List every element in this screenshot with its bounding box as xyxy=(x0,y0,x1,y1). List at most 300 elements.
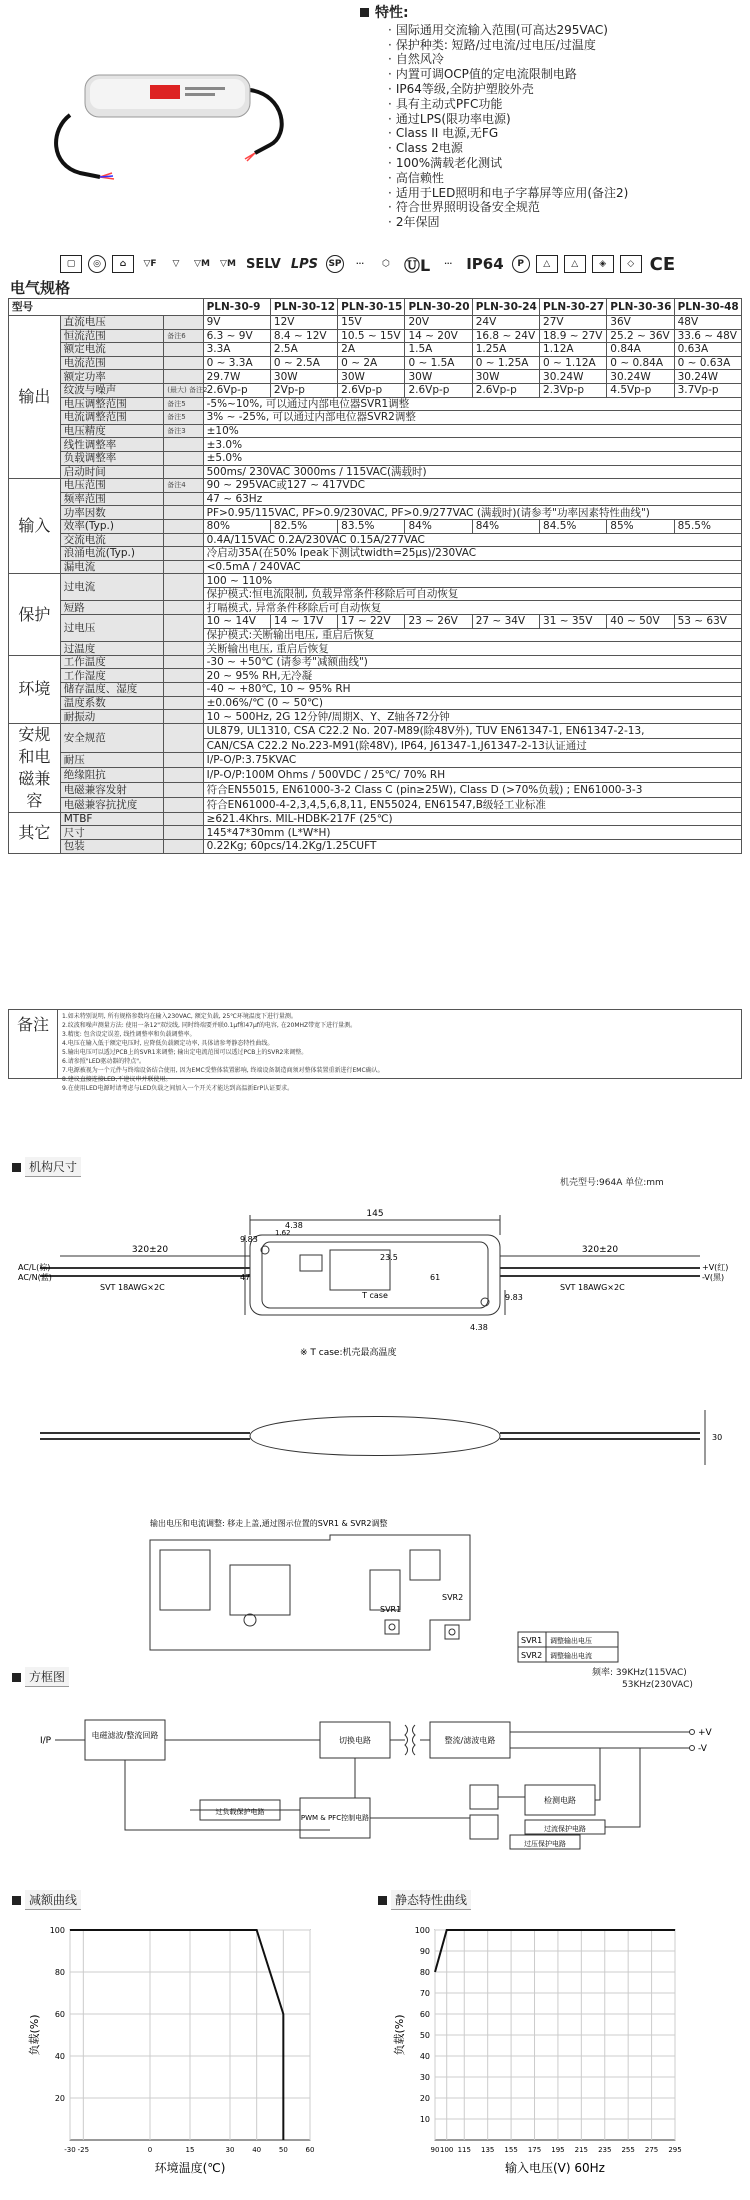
y-tick-label: 80 xyxy=(419,1968,430,1977)
spec-value: 16.8 ~ 24V xyxy=(472,329,539,343)
spec-item-label: 电压调整范围 xyxy=(60,397,164,411)
case-number: 机壳型号:964A 单位:mm xyxy=(560,1178,664,1188)
svr-table-r1c2: 调整输出电压 xyxy=(550,1637,592,1645)
spec-item-note xyxy=(164,547,203,561)
spec-value: 0.63A xyxy=(674,343,741,357)
class2-cert-icon: ▢ xyxy=(60,255,82,273)
spec-category: 安规和电磁兼容 xyxy=(9,723,61,812)
spec-row xyxy=(9,753,742,768)
spec-value: 2.6Vp-p xyxy=(472,383,539,397)
ip64-cert-label: IP64 xyxy=(466,255,504,273)
x-tick-label: 50 xyxy=(278,2146,288,2154)
x-tick-label: 115 xyxy=(457,2146,471,2154)
spec-value: 20 ~ 95% RH,无冷凝 xyxy=(203,669,741,683)
lps-cert-label: LPS xyxy=(290,256,318,272)
feature-item: · 符合世界照明设备安全规范 xyxy=(388,200,740,215)
spec-value: 9V xyxy=(203,316,270,330)
spec-item-note xyxy=(164,683,203,697)
spec-value: 80% xyxy=(203,519,270,533)
x-tick-label: 90 xyxy=(430,2146,440,2154)
y-tick-label: 30 xyxy=(419,2073,430,2082)
x-tick-label: 255 xyxy=(621,2146,635,2154)
spec-value: 0 ~ 3.3A xyxy=(203,356,270,370)
detect-block: 检测电路 xyxy=(544,1796,576,1805)
ip-label: I/P xyxy=(40,1736,52,1746)
spec-value: 18.9 ~ 27V xyxy=(540,329,607,343)
spec-item-label: 安全规范 xyxy=(60,723,164,753)
feature-item: · 适用于LED照明和电子字幕屏等应用(备注2) xyxy=(388,186,740,201)
model-name: PLN-30-24 xyxy=(472,299,539,316)
spec-value: UL879, UL1310, CSA C22.2 No. 207-M89(除48V外), TUV EN61347-1, EN61347-2-13, xyxy=(203,723,741,738)
ul-cert-icon: ⓊL xyxy=(404,255,431,275)
block-diagram xyxy=(0,1690,750,1850)
spec-row xyxy=(9,356,742,370)
y-tick-label: 50 xyxy=(419,2031,430,2040)
tuv-cert-icon: ⬡ xyxy=(382,259,390,269)
spec-item-label: 电流调整范围 xyxy=(60,411,164,425)
spec-value: 47 ~ 63Hz xyxy=(203,492,741,506)
spec-item-note xyxy=(164,723,203,753)
svt-right: SVT 18AWG×2C xyxy=(560,1283,625,1292)
svt-left: SVT 18AWG×2C xyxy=(100,1283,165,1292)
spec-item-label: MTBF xyxy=(60,812,164,826)
spec-item-note xyxy=(164,797,203,812)
spec-value: 20V xyxy=(405,316,472,330)
spec-row xyxy=(9,601,742,615)
freq-115: 频率: 39KHz(115VAC) xyxy=(592,1668,687,1678)
spec-value: 4.5Vp-p xyxy=(607,383,674,397)
ttt-cert-icon: ◈ xyxy=(592,255,614,273)
freq-230: 53KHz(230VAC) xyxy=(622,1680,693,1690)
spec-row xyxy=(9,840,742,854)
spec-item-label: 额定电流 xyxy=(60,343,164,357)
spec-item-label: 尺寸 xyxy=(60,826,164,840)
bullet-square-icon xyxy=(378,1896,387,1905)
cert-small-text-icon: ··· xyxy=(356,260,364,268)
spec-value: PF>0.95/115VAC, PF>0.9/230VAC, PF>0.9/277VAC (满载时)(请参考"功率因素特性曲线") xyxy=(203,506,741,520)
spec-item-note xyxy=(164,601,203,615)
spec-value: 25.2 ~ 36V xyxy=(607,329,674,343)
features-heading: 特性: xyxy=(375,5,409,21)
spec-item-note xyxy=(164,783,203,798)
spec-value: ±0.06%/℃ (0 ~ 50℃) xyxy=(203,696,741,710)
spec-value: 符合EN55015, EN61000-3-2 Class C (pin≥25W), Class D (>70%负载) ; EN61000-3-3 xyxy=(203,783,741,798)
spec-value: 14 ~ 17V xyxy=(270,615,337,629)
indoor-cert-icon: ⌂ xyxy=(112,255,134,273)
spec-row xyxy=(9,642,742,656)
y-tick-label: 10 xyxy=(419,2115,430,2124)
feature-item: · 国际通用交流输入范围(可高达295VAC) xyxy=(388,23,740,38)
spec-value: ±5.0% xyxy=(203,451,741,465)
spec-value: 0 ~ 2.5A xyxy=(270,356,337,370)
spec-item-note xyxy=(164,343,203,357)
spec-category: 输出 xyxy=(9,316,61,479)
spec-value: 2.6Vp-p xyxy=(203,383,270,397)
spec-value: 0 ~ 1.12A xyxy=(540,356,607,370)
spec-value: 2Vp-p xyxy=(270,383,337,397)
spec-item-label: 线性调整率 xyxy=(60,438,164,452)
spec-value: 0.22Kg; 60pcs/14.2Kg/1.25CUFT xyxy=(203,840,741,854)
spec-item-label: 过电流 xyxy=(60,574,164,601)
spec-item-note: 备注5 xyxy=(164,397,203,411)
bullet-square-icon xyxy=(12,1163,21,1172)
spec-item-label: 功率因数 xyxy=(60,506,164,520)
series-line xyxy=(70,1930,283,2140)
spec-item-label: 短路 xyxy=(60,601,164,615)
spec-value: 29.7W xyxy=(203,370,270,384)
ul-text-icon: ··· xyxy=(444,260,453,268)
spec-value: 40 ~ 50V xyxy=(607,615,674,629)
spec-row xyxy=(9,768,742,783)
spec-value: <0.5mA / 240VAC xyxy=(203,560,741,574)
spec-value: 1.12A xyxy=(540,343,607,357)
psb-cert-icon: P xyxy=(512,255,530,273)
spec-item-note xyxy=(164,356,203,370)
block-section-label: 方框图 xyxy=(12,1667,69,1687)
spec-item-note xyxy=(164,316,203,330)
spec-item-label: 电磁兼容发射 xyxy=(60,783,164,798)
spec-row xyxy=(9,492,742,506)
spec-value: 3.3A xyxy=(203,343,270,357)
spec-value: 30W xyxy=(405,370,472,384)
spec-value: 2.5A xyxy=(270,343,337,357)
dim-235: 23.5 xyxy=(380,1253,398,1262)
spec-value: 15V xyxy=(338,316,405,330)
static-chart xyxy=(385,1915,715,2195)
spec-item-note: 备注3 xyxy=(164,424,203,438)
pwm-block: PWM & PFC控制电路 xyxy=(300,1814,370,1822)
spec-item-note xyxy=(164,370,203,384)
feature-item: · Class 2电源 xyxy=(388,141,740,156)
vplus-block: +V xyxy=(698,1728,712,1738)
svr-table-r1c1: SVR1 xyxy=(521,1636,543,1645)
static-section-label: 静态特性曲线 xyxy=(378,1890,471,1910)
x-tick-label: 0 xyxy=(147,2146,153,2154)
spec-category: 保护 xyxy=(9,574,61,656)
spec-value: I/P-O/P:3.75KVAC xyxy=(203,753,741,768)
spec-row xyxy=(9,696,742,710)
svr-table-r2c2: 调整输出电流 xyxy=(550,1652,592,1660)
spec-item-note xyxy=(164,615,203,642)
note-line: 4.电压在输入低于额定电压时, 应降低负载额定功率, 具体请参考静态特性曲线。 xyxy=(62,1040,274,1047)
csa-cert-icon: SP xyxy=(326,255,344,273)
notes-category: 备注 xyxy=(8,1009,58,1079)
spec-item-label: 额定功率 xyxy=(60,370,164,384)
spec-value: 30W xyxy=(270,370,337,384)
spec-row xyxy=(9,547,742,561)
dim-61: 61 xyxy=(430,1273,441,1282)
spec-item-note xyxy=(164,451,203,465)
spec-item-note xyxy=(164,696,203,710)
spec-value: 0 ~ 1.5A xyxy=(405,356,472,370)
model-name: PLN-30-12 xyxy=(270,299,337,316)
x-tick-label: 60 xyxy=(305,2146,315,2154)
spec-row xyxy=(9,574,742,588)
spec-value: 0 ~ 1.25A xyxy=(472,356,539,370)
spec-row xyxy=(9,723,742,738)
spec-row xyxy=(9,683,742,697)
note-line: 6.请参照"LED驱动器的特点"。 xyxy=(62,1058,145,1065)
spec-value: 33.6 ~ 48V xyxy=(674,329,741,343)
bullet-square-icon xyxy=(360,8,369,17)
y-axis-label: 负载(%) xyxy=(28,2014,41,2056)
x-axis-label: 环境温度(℃) xyxy=(154,2161,226,2175)
spec-item-note xyxy=(164,826,203,840)
vplus-label: +V(红) xyxy=(702,1263,729,1272)
spec-row xyxy=(9,560,742,574)
dim-320-right: 320±20 xyxy=(581,1245,619,1255)
y-tick-label: 60 xyxy=(54,2010,65,2019)
product-photo xyxy=(40,55,290,185)
spec-value: 0.84A xyxy=(607,343,674,357)
spec-category: 环境 xyxy=(9,655,61,723)
spec-value: 2.3Vp-p xyxy=(540,383,607,397)
spec-value: 冷启动35A(在50% Ipeak下测试twidth=25μs)/230VAC xyxy=(203,547,741,561)
spec-item-note: 备注5 xyxy=(164,411,203,425)
spec-item-label: 交流电流 xyxy=(60,533,164,547)
feature-item: · 100%满载老化测试 xyxy=(388,156,740,171)
spec-value: CAN/CSA C22.2 No.223-M91(除48V), IP64, J61347-1,J61347-2-13认证通过 xyxy=(203,738,741,753)
x-tick-label: 155 xyxy=(504,2146,518,2154)
svr1-label: SVR1 xyxy=(380,1605,402,1614)
feature-item: · 内置可调OCP值的定电流限制电路 xyxy=(388,67,740,82)
spec-value: -5%~10%, 可以通过内部电位器SVR1调整 xyxy=(203,397,741,411)
model-name: PLN-30-9 xyxy=(203,299,270,316)
spec-item-label: 电磁兼容抗扰度 xyxy=(60,797,164,812)
spec-item-label: 纹波与噪声 xyxy=(60,383,164,397)
spec-row xyxy=(9,533,742,547)
spec-item-note xyxy=(164,560,203,574)
spec-item-note xyxy=(164,710,203,724)
dim-47: 47 xyxy=(240,1273,251,1282)
ocp-block: 过负载保护电路 xyxy=(215,1808,265,1816)
mech-section-label: 机构尺寸 xyxy=(12,1157,81,1177)
model-name: PLN-30-48 xyxy=(674,299,741,316)
x-axis-label: 输入电压(V) 60Hz xyxy=(505,2161,605,2175)
note-line: 1.如未特别说明, 所有规格参数均在输入230VAC, 额定负载, 25℃环境温度下进行量测。 xyxy=(62,1013,297,1020)
spec-row xyxy=(9,411,742,425)
spec-value: 30W xyxy=(338,370,405,384)
ce-cert-icon: CE xyxy=(649,253,676,275)
spec-value: 2A xyxy=(338,343,405,357)
spec-row xyxy=(9,370,742,384)
rect-block: 整流/滤波电路 xyxy=(444,1736,496,1745)
note-line: 8.建议直接连接LED,不建议串并联使用。 xyxy=(62,1076,172,1083)
features-block xyxy=(360,6,740,230)
feature-item: · IP64等级,全防护塑胶外壳 xyxy=(388,82,740,97)
spec-value: 0 ~ 2A xyxy=(338,356,405,370)
note-line: 3.精度: 包含设定误差, 线性调整率和负载调整率。 xyxy=(62,1031,196,1038)
x-tick-label: 135 xyxy=(480,2146,495,2154)
m-mark-cert-icon: ▽M xyxy=(194,259,210,269)
spec-item-label: 电压范围 xyxy=(60,479,164,493)
spec-row xyxy=(9,465,742,479)
spec-value: 84.5% xyxy=(540,519,607,533)
spec-row xyxy=(9,438,742,452)
dim-983-bottom: 9.83 xyxy=(505,1293,523,1302)
bullet-square-icon xyxy=(12,1673,21,1682)
spec-value: 83.5% xyxy=(338,519,405,533)
spec-item-note: 备注4 xyxy=(164,479,203,493)
acn-label: AC/N(蓝) xyxy=(18,1273,52,1282)
spec-item-label: 绝缘阻抗 xyxy=(60,768,164,783)
spec-row xyxy=(9,424,742,438)
spec-item-label: 电压精度 xyxy=(60,424,164,438)
spec-value: 82.5% xyxy=(270,519,337,533)
spec-item-note xyxy=(164,492,203,506)
note-line: 5.输出电压可以透过PCB上的SVR1来调整; 输出定电流范围可以透过PCB上的SVR2来调整。 xyxy=(62,1049,308,1056)
spec-row xyxy=(9,316,742,330)
spec-row xyxy=(9,383,742,397)
spec-item-label: 过电压 xyxy=(60,615,164,642)
y-tick-label: 80 xyxy=(54,1968,65,1977)
x-tick-label: -25 xyxy=(77,2146,90,2154)
model-name: PLN-30-27 xyxy=(540,299,607,316)
spec-value: 100 ~ 110% xyxy=(203,574,741,588)
y-tick-label: 70 xyxy=(419,1989,430,1998)
spec-value: 2.6Vp-p xyxy=(338,383,405,397)
note-line: 2.纹波和噪声测量方法: 使用一条12"双绞线, 同时终端要并联0.1μf和47μf的电容, 在20MHZ带宽下进行量测。 xyxy=(62,1022,357,1029)
dim-162: 1.62 xyxy=(275,1229,291,1237)
feature-item: · 2年保固 xyxy=(388,215,740,230)
spec-value: 90 ~ 295VAC或127 ~ 417VDC xyxy=(203,479,741,493)
spec-item-note xyxy=(164,642,203,656)
spec-value: 31 ~ 35V xyxy=(540,615,607,629)
spec-item-label: 频率范围 xyxy=(60,492,164,506)
spec-value: 14 ~ 20V xyxy=(405,329,472,343)
spec-value: 10 ~ 500Hz, 2G 12分钟/周期X、Y、Z轴各72分钟 xyxy=(203,710,741,724)
spec-value: 17 ~ 22V xyxy=(338,615,405,629)
spec-value: 保护模式:恒电流限制, 负载异常条件移除后可自动恢复 xyxy=(203,587,741,601)
double-insulation-cert-icon: ◎ xyxy=(88,255,106,273)
spec-item-note xyxy=(164,519,203,533)
spec-row xyxy=(9,479,742,493)
spec-row xyxy=(9,797,742,812)
spec-value: -40 ~ +80℃, 10 ~ 95% RH xyxy=(203,683,741,697)
spec-item-note xyxy=(164,812,203,826)
feature-item: · 具有主动式PFC功能 xyxy=(388,97,740,112)
spec-value: I/P-O/P:100M Ohms / 500VDC / 25℃/ 70% RH xyxy=(203,768,741,783)
spec-item-label: 工作温度 xyxy=(60,655,164,669)
spec-item-note xyxy=(164,574,203,601)
tcase-note: ※ T case:机壳最高温度 xyxy=(300,1348,397,1358)
acl-label: AC/L(棕) xyxy=(18,1263,51,1272)
f-triangle-cert-icon: △ xyxy=(564,255,586,273)
spec-item-label: 负载调整率 xyxy=(60,451,164,465)
spec-item-label: 恒流范围 xyxy=(60,329,164,343)
spec-item-label: 电流范围 xyxy=(60,356,164,370)
notes-box xyxy=(58,1009,742,1092)
svr-note: 输出电压和电流调整: 移走上盖,通过图示位置的SVR1 & SVR2调整 xyxy=(150,1519,388,1528)
vminus-label: -V(黑) xyxy=(702,1273,725,1282)
spec-item-label: 效率(Typ.) xyxy=(60,519,164,533)
cert-row xyxy=(60,252,740,276)
dim-320-left: 320±20 xyxy=(131,1245,169,1255)
spec-value: 12V xyxy=(270,316,337,330)
feature-item: · 自然风冷 xyxy=(388,52,740,67)
x-tick-label: 295 xyxy=(668,2146,682,2154)
spec-value: 36V xyxy=(607,316,674,330)
derating-chart xyxy=(20,1915,350,2195)
spec-item-note xyxy=(164,768,203,783)
y-tick-label: 40 xyxy=(54,2052,65,2061)
dim-438-bottom: 4.38 xyxy=(470,1323,488,1332)
pse-cert-icon: ◇ xyxy=(620,255,642,273)
spec-item-note xyxy=(164,533,203,547)
spec-value: 145*47*30mm (L*W*H) xyxy=(203,826,741,840)
x-tick-label: 15 xyxy=(185,2146,195,2154)
x-tick-label: 100 xyxy=(440,2146,454,2154)
svr2-label: SVR2 xyxy=(442,1593,464,1602)
spec-item-label: 过温度 xyxy=(60,642,164,656)
feature-item: · 保护种类: 短路/过电流/过电压/过温度 xyxy=(388,38,740,53)
feature-item: · 高信赖性 xyxy=(388,171,740,186)
spec-row xyxy=(9,451,742,465)
spec-value: 0.4A/115VAC 0.2A/230VAC 0.15A/277VAC xyxy=(203,533,741,547)
spec-value: ±3.0% xyxy=(203,438,741,452)
y-tick-label: 90 xyxy=(419,1947,430,1956)
y-tick-label: 60 xyxy=(419,2010,430,2019)
ocp2-block: 过流保护电路 xyxy=(544,1825,586,1833)
spec-title: 电气规格 xyxy=(10,279,71,297)
spec-header-row xyxy=(9,299,742,316)
y-tick-label: 20 xyxy=(419,2094,430,2103)
spec-row xyxy=(9,615,742,629)
spec-item-label: 启动时间 xyxy=(60,465,164,479)
spec-row xyxy=(9,826,742,840)
spec-item-note xyxy=(164,506,203,520)
y-tick-label: 20 xyxy=(54,2094,65,2103)
spec-row xyxy=(9,783,742,798)
spec-item-label: 耐振动 xyxy=(60,710,164,724)
spec-item-note: 备注6 xyxy=(164,329,203,343)
spec-value: 85.5% xyxy=(674,519,741,533)
f-mark-cert-icon: ▽F xyxy=(143,259,157,269)
dim-438-top: 4.38 xyxy=(285,1221,303,1230)
spec-item-label: 工作湿度 xyxy=(60,669,164,683)
spec-item-label: 直流电压 xyxy=(60,316,164,330)
model-header-label: 型号 xyxy=(9,299,204,316)
model-name: PLN-30-36 xyxy=(607,299,674,316)
spec-value: -30 ~ +50℃ (请参考"减额曲线") xyxy=(203,655,741,669)
dim-983-top: 9.83 xyxy=(240,1235,258,1244)
x-tick-label: 40 xyxy=(252,2146,262,2154)
x-tick-label: 275 xyxy=(644,2146,659,2154)
spec-value: 符合EN61000-4-2,3,4,5,6,8,11, EN55024, EN61547,B级轻工业标准 xyxy=(203,797,741,812)
spec-item-note: (最大) 备注2 xyxy=(164,383,203,397)
spec-value: 84% xyxy=(405,519,472,533)
spec-item-note xyxy=(164,438,203,452)
x-tick-label: 235 xyxy=(598,2146,612,2154)
class-cert-icon: △ xyxy=(536,255,558,273)
spec-value: 打嗝模式, 异常条件移除后可自动恢复 xyxy=(203,601,741,615)
spec-value: 0 ~ 0.84A xyxy=(607,356,674,370)
spec-value: 0 ~ 0.63A xyxy=(674,356,741,370)
spec-value: 85% xyxy=(607,519,674,533)
model-name: PLN-30-20 xyxy=(405,299,472,316)
spec-value: 30.24W xyxy=(674,370,741,384)
spec-value: 1.25A xyxy=(472,343,539,357)
spec-value: 3.7Vp-p xyxy=(674,383,741,397)
spec-value: 84% xyxy=(472,519,539,533)
y-axis-label: 负载(%) xyxy=(393,2014,406,2056)
svr-table-r2c1: SVR2 xyxy=(521,1651,543,1660)
features-list xyxy=(360,23,740,230)
derating-section-label: 减额曲线 xyxy=(12,1890,81,1910)
spec-value: 10 ~ 14V xyxy=(203,615,270,629)
spec-value: 3% ~ -25%, 可以通过内部电位器SVR2调整 xyxy=(203,411,741,425)
spec-value: 关断输出电压, 重启后恢复 xyxy=(203,642,741,656)
